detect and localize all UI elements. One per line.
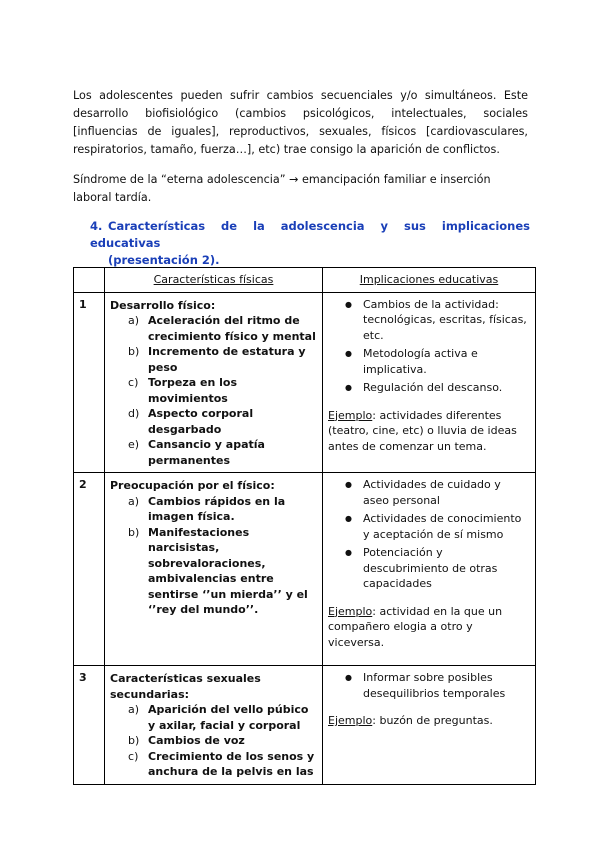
list-item: ● Cambios de la actividad: tecnológicas, escritas, físicas, etc. [363, 297, 530, 344]
row-number: 3 [74, 666, 105, 785]
header-num-cell [74, 268, 105, 293]
row-number: 1 [74, 292, 105, 473]
implications-list [328, 477, 530, 592]
implications-cell [323, 666, 536, 785]
physical-title: Características sexuales secundarias: [110, 672, 261, 701]
list-item: ● Potenciación y descubrimiento de otras capacidades [363, 545, 530, 592]
physical-title: Preocupación por el físico: [110, 479, 275, 492]
list-item: Incremento de estatura y peso [148, 345, 306, 374]
list-item: Aspecto corporal desgarbado [148, 407, 254, 436]
example-label: Ejemplo [328, 604, 373, 618]
physical-cell [105, 666, 323, 785]
header-physical [105, 268, 323, 293]
list-item: Cambios rápidos en la imagen física. [148, 494, 286, 523]
section-title-line1: Características de la adolescencia y sus implicaciones educativas [90, 219, 530, 250]
example-body: : actividad en la que un compañero elogia a otro y viceversa. [328, 604, 503, 649]
section-title-line2: (presentación 2). [108, 253, 220, 267]
example-body: : buzón de preguntas. [372, 714, 493, 727]
table-row [74, 292, 536, 473]
section-heading [90, 218, 530, 269]
list-item: ● Metodología activa e implicativa. [363, 346, 530, 377]
list-item: Cansancio y apatía permanentes [148, 438, 265, 467]
physical-list [110, 702, 317, 780]
table-row [74, 666, 536, 785]
physical-title: Desarrollo físico: [110, 298, 216, 312]
implications-list [328, 670, 530, 701]
list-item: ● Actividades de conocimiento y aceptación de sí mismo [363, 511, 530, 542]
list-item: Aparición del vello púbico y axilar, facial y corporal [148, 703, 309, 732]
list-item: Crecimiento de los senos y anchura de la pelvis en las [148, 749, 315, 778]
header-physical-label: Características físicas [153, 273, 274, 286]
implications-cell [323, 473, 536, 666]
example-text [328, 604, 530, 651]
intro-paragraph-2: Síndrome de la “eterna adolescencia” → emancipación familiar e inserción laboral tardía. [73, 173, 491, 204]
characteristics-table [73, 267, 536, 785]
list-item: Manifestaciones narcisistas, sobrevaloraciones, ambivalencias entre sentirse ‘’un mierda’’ y el ‘’rey del mundo’’. [148, 525, 308, 616]
list-item: ● Actividades de cuidado y aseo personal [363, 477, 530, 508]
example-body: : actividades diferentes (teatro, cine, etc) o lluvia de ideas antes de comenzar un tema. [328, 408, 517, 453]
example-text [328, 408, 530, 455]
example-label: Ejemplo [328, 408, 373, 422]
list-item: Torpeza en los movimientos [148, 376, 238, 405]
example-label: Ejemplo [328, 714, 373, 727]
list-item: Cambios de voz [148, 734, 245, 747]
section-number: 4. [90, 219, 103, 233]
list-item: ● Regulación del descanso. [363, 380, 530, 396]
physical-cell [105, 473, 323, 666]
physical-list [110, 313, 317, 468]
physical-cell [105, 292, 323, 473]
header-implications [323, 268, 536, 293]
header-implications-label: Implicaciones educativas [359, 273, 499, 286]
list-item: Aceleración del ritmo de crecimiento físico y mental [148, 314, 316, 343]
implications-cell [323, 292, 536, 473]
table-header-row [74, 268, 536, 293]
table-row [74, 473, 536, 666]
physical-list [110, 494, 317, 618]
implications-list [328, 297, 530, 396]
intro-paragraph-1: Los adolescentes pueden sufrir cambios secuenciales y/o simultáneos. Este desarrollo biofisiológico (cambios psicológicos, intelectuales, sociales [influencias de iguales], reproductivos, sexuales, físicos [cardiovasculares, respiratorios, tamaño, fuerza…], etc) trae consigo la aparición de conflictos. [73, 89, 528, 156]
list-item: ● Informar sobre posibles desequilibrios temporales [363, 670, 530, 701]
row-number: 2 [74, 473, 105, 666]
example-text [328, 713, 530, 729]
